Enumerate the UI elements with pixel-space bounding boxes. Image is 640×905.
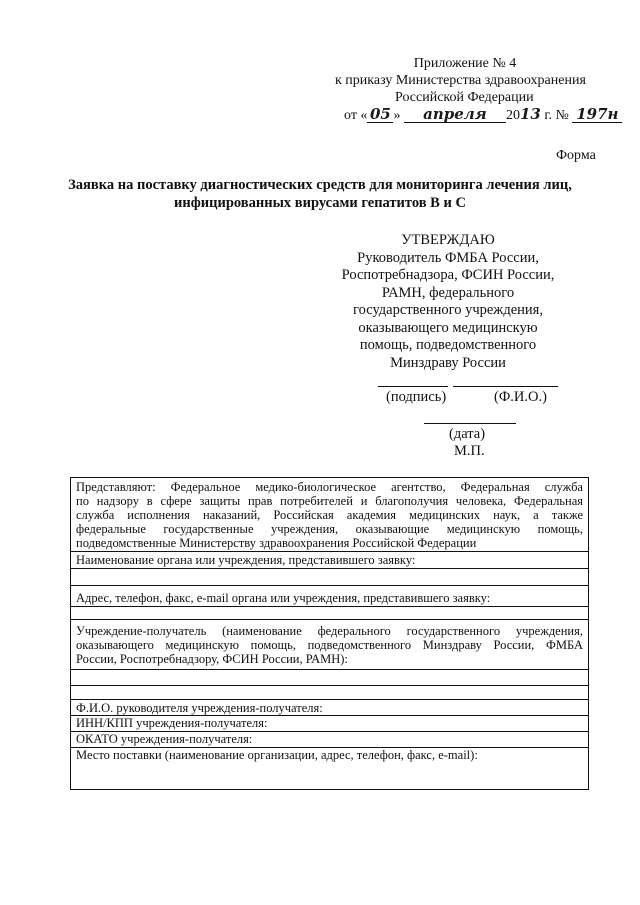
approval-line: Роспотребнадзора, ФСИН России, xyxy=(341,267,555,283)
document-title xyxy=(40,176,600,212)
year-suffix: 13 xyxy=(519,105,541,123)
signature-label: (подпись) xyxy=(386,389,447,405)
presenting-line: по надзору в сфере защиты прав потребителей и благополучия человека, Федеральная xyxy=(76,494,583,508)
approval-line: государственного учреждения, xyxy=(353,302,543,318)
approval-line: РАМН, федерального xyxy=(381,284,515,301)
row-divider xyxy=(71,606,588,607)
name-line xyxy=(453,386,558,387)
row-divider xyxy=(71,699,588,700)
row-divider xyxy=(71,619,588,620)
presenting-line: подведомственные Министерству здравоохранения Российской Федерации xyxy=(76,536,477,550)
approval-block xyxy=(330,232,566,372)
date-prefix: от « xyxy=(344,108,368,123)
date-close-quote: » xyxy=(393,108,401,123)
form-label: Форма xyxy=(556,148,596,163)
approval-line: оказывающего медицинскую xyxy=(358,319,538,336)
date-month: апреля xyxy=(404,107,506,123)
approval-line: помощь, подведомственного xyxy=(359,337,537,353)
year-prefix: 20 xyxy=(505,108,520,123)
row-divider xyxy=(71,551,588,552)
recipient-line: России, Роспотребнадзору, ФСИН России, РАМН): xyxy=(76,652,348,666)
signature-line xyxy=(378,386,448,387)
title-line-1: Заявка на поставку диагностических средств для мониторинга лечения лиц, xyxy=(68,177,572,193)
request-form-table xyxy=(70,477,589,790)
presenting-line: федеральные государственные учреждения, оказывающие медицинскую помощь, xyxy=(76,522,583,536)
presenting-line: служба исполнения наказаний, Российская академия медицинских наук, а также xyxy=(76,508,583,522)
row-divider xyxy=(71,585,588,586)
date-label: (дата) xyxy=(449,426,486,442)
approve-heading: УТВЕРЖДАЮ xyxy=(401,232,495,248)
approval-line: Минздраву России xyxy=(390,354,506,371)
inn-kpp-label: ИНН/КПП учреждения-получателя: xyxy=(76,716,268,730)
title-line-2: инфицированных вирусами гепатитов В и С xyxy=(174,195,466,211)
okato-label: ОКАТО учреждения-получателя: xyxy=(76,732,253,746)
recipient-paragraph xyxy=(76,624,583,666)
address-label: Адрес, телефон, факс, e-mail органа или учреждения, представившего заявку: xyxy=(76,591,491,605)
order-line: к приказу Министерства здравоохранения xyxy=(335,73,586,88)
presenting-line: Представляют: Федеральное медико-биологическое агентство, Федеральная служба xyxy=(76,480,583,494)
stamp-label: М.П. xyxy=(454,443,485,459)
order-number: 197н xyxy=(572,107,622,123)
appendix-number: Приложение № 4 xyxy=(413,56,517,71)
recipient-line: Учреждение-получатель (наименование федерального государственного учреждения, xyxy=(76,624,583,638)
recipient-line: оказывающего медицинскую помощь, подведомственного Минздраву России, ФМБА xyxy=(76,638,583,652)
federation-line: Российской Федерации xyxy=(395,90,534,105)
order-date-line xyxy=(344,106,622,128)
approval-line: Руководитель ФМБА России, xyxy=(357,249,539,266)
row-divider xyxy=(71,568,588,569)
presenting-paragraph xyxy=(76,480,583,550)
org-name-label: Наименование органа или учреждения, представившего заявку: xyxy=(76,553,416,567)
year-unit: г. № xyxy=(544,108,569,123)
name-label: (Ф.И.О.) xyxy=(494,389,547,405)
delivery-place-label: Место поставки (наименование организации, адрес, телефон, факс, e-mail): xyxy=(76,748,478,762)
row-divider xyxy=(71,669,588,670)
date-day: 05 xyxy=(367,107,393,123)
row-divider xyxy=(71,685,588,686)
date-line xyxy=(424,423,516,424)
head-name-label: Ф.И.О. руководителя учреждения-получателя: xyxy=(76,701,323,715)
